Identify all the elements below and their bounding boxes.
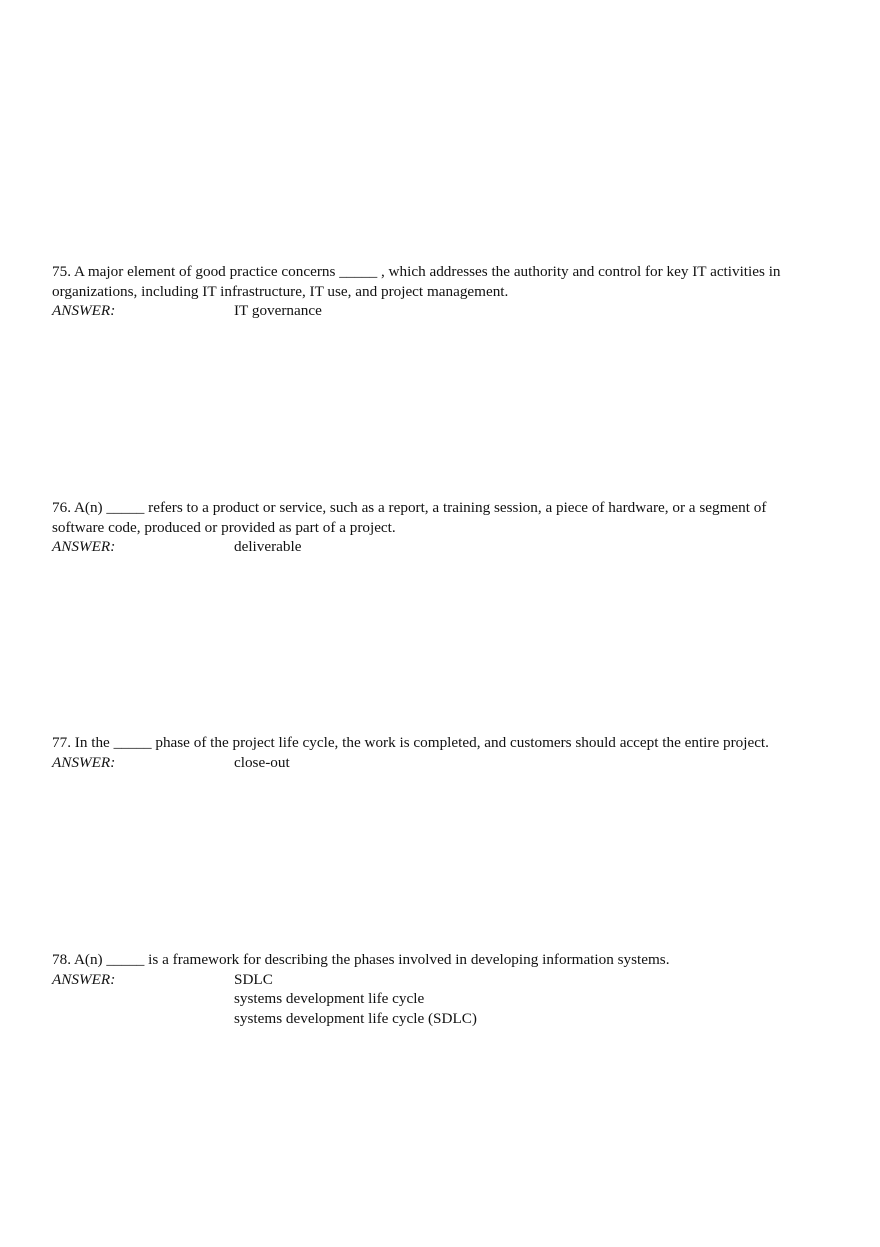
answer-row [52,753,822,773]
answer-value: systems development life cycle [234,990,425,1007]
question-78 [52,950,822,1028]
question-text: 76. A(n) _____ refers to a product or service, such as a report, a training session, a piece of hardware, or a segment of software code, produced or provided as part of a project. [52,499,767,536]
question-75 [52,262,822,321]
answer-value: systems development life cycle (SDLC) [234,1009,477,1027]
answer-label: ANSWER: [52,302,116,319]
question-text: 75. A major element of good practice concerns _____ , which addresses the authority and control for key IT activities in organizations, including IT infrastructure, IT use, and project management. [52,263,781,300]
answer-row [52,970,822,1029]
answer-label: ANSWER: [52,970,116,988]
answer-values [234,970,477,1029]
answer-values [234,753,290,773]
answer-label: ANSWER: [52,753,116,771]
question-text: 78. A(n) _____ is a framework for describing the phases involved in developing information systems. [52,951,670,968]
answer-row [52,537,822,557]
answer-values [234,537,301,557]
answer-value: deliverable [234,538,302,555]
answer-value: SDLC [234,970,273,988]
answer-values [234,301,322,321]
answer-label: ANSWER: [52,538,116,555]
answer-value: close-out [234,753,290,771]
question-76 [52,498,822,557]
answer-value: IT governance [234,302,322,319]
answer-row [52,301,822,321]
question-text: 77. In the _____ phase of the project life cycle, the work is completed, and customers should accept the entire project. [52,734,769,751]
question-77 [52,733,822,772]
